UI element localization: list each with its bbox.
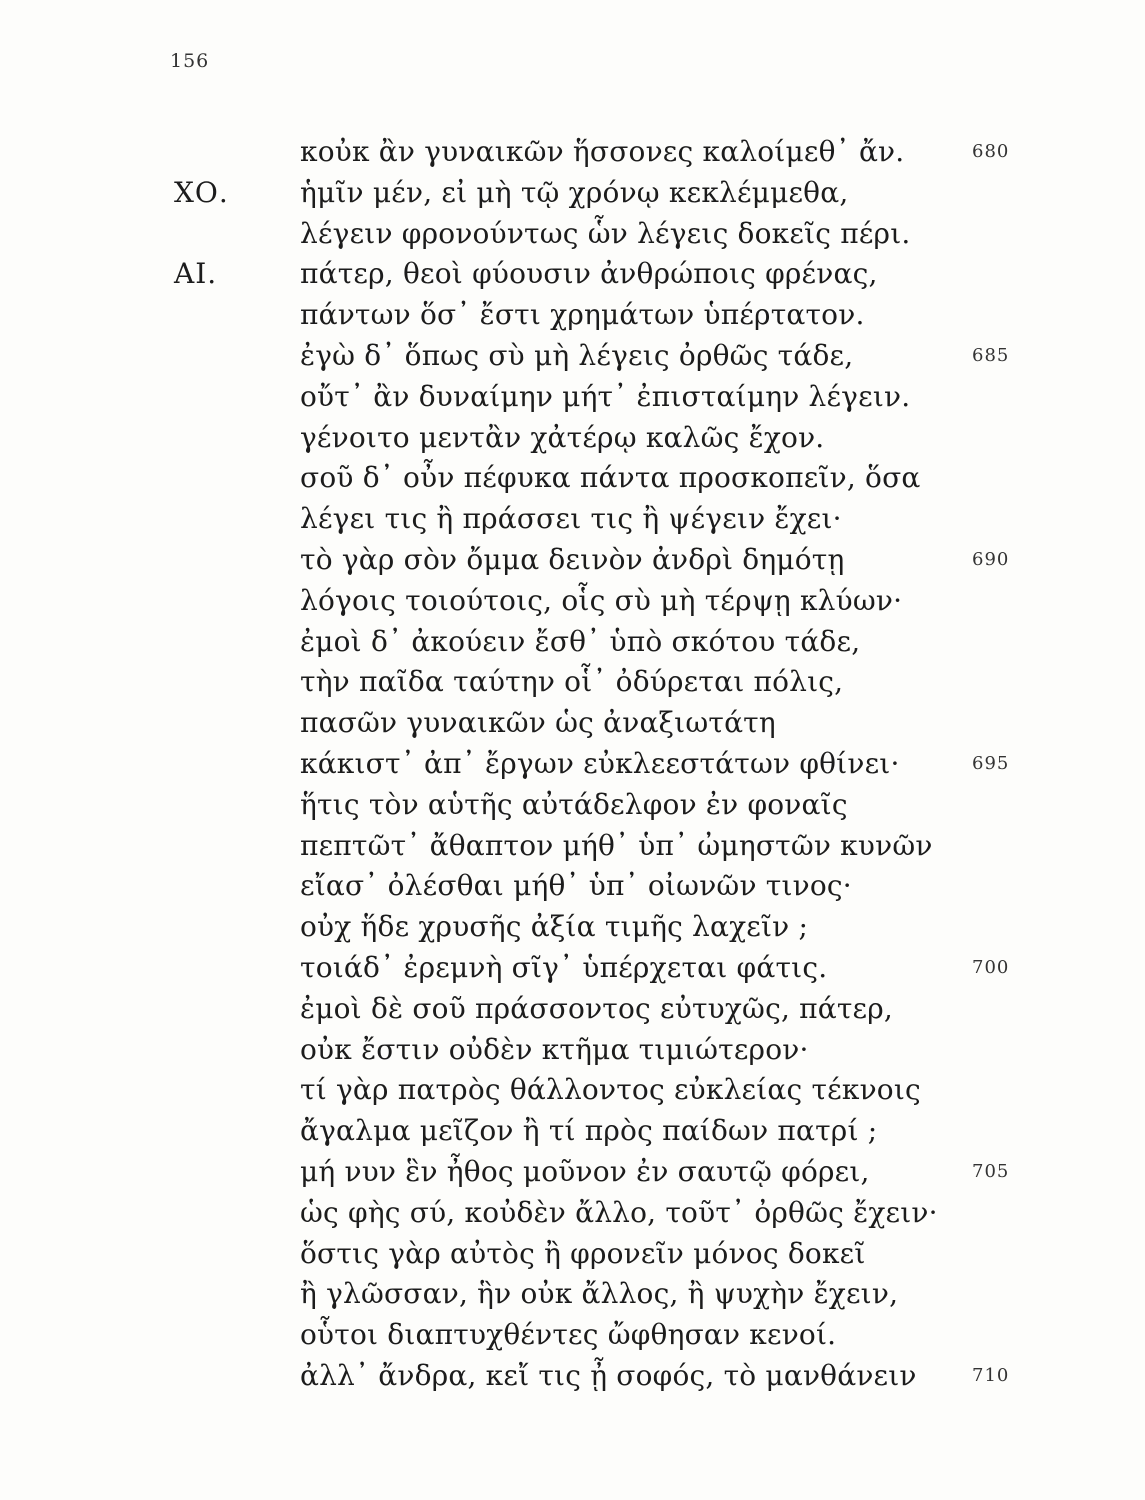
verse-text: οὐχ ἥδε χρυσῆς ἀξία τιμῆς λαχεῖν ; xyxy=(300,910,809,944)
verse-text: οὗτοι διαπτυχθέντες ὤφθησαν κενοί. xyxy=(300,1318,837,1352)
verse-text: ὡς φὴς σύ, κοὐδὲν ἄλλο, τοῦτ᾽ ὀρθῶς ἔχειν· xyxy=(300,1195,938,1229)
verse-text: οὔτ᾽ ἂν δυναίμην μήτ᾽ ἐπισταίμην λέγειν. xyxy=(300,379,911,413)
verse-text: ἐμοὶ δ᾽ ἀκούειν ἔσθ᾽ ὑπὸ σκότου τάδε, xyxy=(300,624,861,658)
verse-line xyxy=(0,703,1145,744)
verse-line xyxy=(0,907,1145,948)
verse-line xyxy=(0,989,1145,1030)
verse-line xyxy=(0,948,1145,989)
line-number: 690 xyxy=(972,548,1010,570)
verse-text: τὴν παῖδα ταύτην οἷ᾽ ὀδύρεται πόλις, xyxy=(300,665,844,699)
verse-line xyxy=(0,1070,1145,1111)
verse-line xyxy=(0,295,1145,336)
verse-line xyxy=(0,744,1145,785)
line-number: 705 xyxy=(972,1160,1010,1182)
verse-text: πασῶν γυναικῶν ὡς ἀναξιωτάτη xyxy=(300,706,776,740)
verse-line xyxy=(0,826,1145,867)
verse-text: τὸ γὰρ σὸν ὄμμα δεινὸν ἀνδρὶ δημότῃ xyxy=(300,542,845,576)
verse-line xyxy=(0,622,1145,663)
verse-line xyxy=(0,254,1145,295)
verse-line xyxy=(0,866,1145,907)
verse-line xyxy=(0,1274,1145,1315)
verse-line xyxy=(0,214,1145,255)
verse-text: λέγει τις ἢ πράσσει τις ἢ ψέγειν ἔχει· xyxy=(300,502,842,536)
verse-line xyxy=(0,1152,1145,1193)
verse-text: γένοιτο μεντἂν χἀτέρῳ καλῶς ἔχον. xyxy=(300,420,825,454)
verse-line xyxy=(0,1356,1145,1397)
verse-text: οὐκ ἔστιν οὐδὲν κτῆμα τιμιώτερον· xyxy=(300,1032,809,1066)
verse-text: σοῦ δ᾽ οὖν πέφυκα πάντα προσκοπεῖν, ὅσα xyxy=(300,461,921,495)
speaker-label: ΑΙ. xyxy=(174,257,218,291)
verse-text: πάντων ὅσ᾽ ἔστι χρημάτων ὑπέρτατον. xyxy=(300,298,865,332)
line-number: 680 xyxy=(972,141,1010,162)
verse-text: τοιάδ᾽ ἐρεμνὴ σῖγ᾽ ὑπέρχεται φάτις. xyxy=(300,950,828,984)
verse-line xyxy=(0,1193,1145,1234)
verse-line xyxy=(0,336,1145,377)
verse-text: ἀλλ᾽ ἄνδρα, κεἴ τις ᾖ σοφός, τὸ μανθάνειν xyxy=(300,1358,917,1392)
speaker-label: ΧΟ. xyxy=(174,175,229,209)
verse-line xyxy=(0,1315,1145,1356)
verse-line xyxy=(0,1111,1145,1152)
line-number: 695 xyxy=(972,752,1010,774)
verse-text: μή νυν ἓν ἦθος μοῦνον ἐν σαυτῷ φόρει, xyxy=(300,1154,870,1188)
verse-text: ἐγὼ δ᾽ ὅπως σὺ μὴ λέγεις ὀρθῶς τάδε, xyxy=(300,338,854,372)
verse-text: εἴασ᾽ ὀλέσθαι μήθ᾽ ὑπ᾽ οἰωνῶν τινος· xyxy=(300,869,852,903)
verse-text: κάκιστ᾽ ἀπ᾽ ἔργων εὐκλεεστάτων φθίνει· xyxy=(300,746,900,780)
verse-line xyxy=(0,785,1145,826)
verse-line xyxy=(0,540,1145,581)
verse-text: ὅστις γὰρ αὐτὸς ἢ φρονεῖν μόνος δοκεῖ xyxy=(300,1236,866,1270)
verse-text: ἢ γλῶσσαν, ἣν οὐκ ἄλλος, ἢ ψυχὴν ἔχειν, xyxy=(300,1277,899,1311)
verse-line xyxy=(0,662,1145,703)
verse-line xyxy=(0,581,1145,622)
verse-text: ἡμῖν μέν, εἰ μὴ τῷ χρόνῳ κεκλέμμεθα, xyxy=(300,175,849,209)
verse-line xyxy=(0,499,1145,540)
verse-text: λόγοις τοιούτοις, οἷς σὺ μὴ τέρψῃ κλύων· xyxy=(300,583,903,617)
verse-line xyxy=(0,1234,1145,1275)
verse-text: ἥτις τὸν αὑτῆς αὐτάδελφον ἐν φοναῖς xyxy=(300,787,848,821)
verse-text: ἄγαλμα μεῖζον ἢ τί πρὸς παίδων πατρί ; xyxy=(300,1114,878,1148)
verse-line xyxy=(0,173,1145,214)
verse-text: κοὐκ ἂν γυναικῶν ἥσσονες καλοίμεθ᾽ ἄν. xyxy=(300,135,905,168)
line-number: 685 xyxy=(972,344,1010,366)
line-number: 700 xyxy=(972,956,1010,978)
page-number: 156 xyxy=(170,50,210,72)
verse-text: πάτερ, θεοὶ φύουσιν ἀνθρώποις φρένας, xyxy=(300,257,878,291)
verse-line xyxy=(0,418,1145,459)
line-number: 710 xyxy=(972,1364,1010,1386)
verse-line xyxy=(0,377,1145,418)
verse-text: ἐμοὶ δὲ σοῦ πράσσοντος εὐτυχῶς, πάτερ, xyxy=(300,991,894,1025)
verse-text: λέγειν φρονούντως ὧν λέγεις δοκεῖς πέρι. xyxy=(300,216,911,250)
verse-text: πεπτῶτ᾽ ἄθαπτον μήθ᾽ ὑπ᾽ ὠμηστῶν κυνῶν xyxy=(300,828,933,862)
verse-line xyxy=(0,458,1145,499)
verse-text: τί γὰρ πατρὸς θάλλοντος εὐκλείας τέκνοις xyxy=(300,1073,921,1107)
verse-block xyxy=(0,132,1145,1397)
verse-line xyxy=(0,132,1145,173)
verse-line xyxy=(0,1030,1145,1071)
